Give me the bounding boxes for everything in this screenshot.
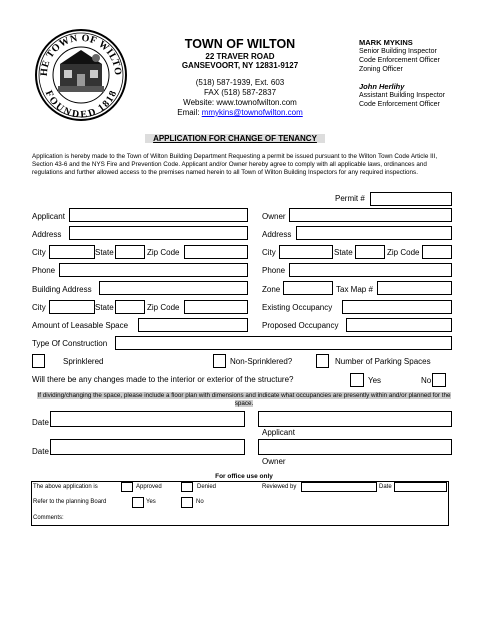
floor-plan-note-text: If dividing/changing the space, please include a floor plan with dimensions and indicate what occupancies are presently within and/or planned for the space. — [37, 392, 451, 407]
applicant-field[interactable] — [69, 208, 248, 222]
owner-zip-field[interactable] — [422, 245, 452, 259]
phone-field[interactable] — [59, 263, 248, 277]
existing-occupancy-field[interactable] — [342, 300, 452, 314]
changes-no-checkbox[interactable] — [432, 373, 446, 387]
zip-label: Zip Code — [147, 248, 180, 257]
official-1-title-2: Code Enforcement Officer — [359, 57, 440, 64]
owner-phone-label: Phone — [262, 266, 286, 275]
zone-label: Zone — [262, 285, 281, 294]
office-planning-no-checkbox[interactable] — [181, 497, 193, 508]
office-planning-no-label: No — [196, 499, 204, 505]
town-title: TOWN OF WILTON — [184, 37, 296, 51]
town-phone: (518) 587-1939, Ext. 603 — [195, 78, 285, 87]
town-seal-logo — [34, 28, 128, 122]
applicant-signature-field[interactable] — [258, 411, 452, 427]
owner-address-field[interactable] — [296, 226, 452, 240]
date-label-2: Date — [32, 447, 49, 456]
changes-yes-label: Yes — [368, 376, 382, 385]
owner-signature-field[interactable] — [258, 439, 452, 455]
applicant-label: Applicant — [32, 212, 65, 221]
office-reviewed-by-field[interactable] — [301, 482, 377, 492]
tax-map-field[interactable] — [377, 281, 452, 295]
town-website: Website: www.townofwilton.com — [183, 98, 297, 107]
building-city-field[interactable] — [49, 300, 95, 314]
office-approved-checkbox[interactable] — [121, 482, 133, 492]
office-date-label: Date — [379, 484, 392, 490]
office-application-is: The above application is — [33, 484, 98, 490]
official-2-name: John Herlihy — [359, 82, 405, 91]
floor-plan-note — [32, 392, 456, 408]
office-denied-checkbox[interactable] — [181, 482, 193, 492]
email-link[interactable]: mmykins@townofwilton.com — [201, 108, 303, 117]
office-denied-label: Denied — [197, 484, 217, 490]
city-field[interactable] — [49, 245, 95, 259]
building-city-label: City — [32, 303, 46, 312]
owner-state-label: State — [334, 248, 353, 257]
permit-field[interactable] — [370, 192, 452, 206]
office-approved-label: Approved — [136, 484, 162, 490]
owner-state-field[interactable] — [355, 245, 385, 259]
intro-paragraph: Application is hereby made to the Town of Wilton Building Department Requesting a permit be issued pursuant to the Wilton Town Code Article III, Section 43-6 and the NYS Fire and Prevention Code. Applicant and/or Owner hereby agree to comply with all applicable laws, ordinances and regulations and further allowed access to the premises named herein to all Town of Wilton Building Inspectors for any required inspections. — [32, 153, 438, 176]
non-sprinklered-checkbox[interactable] — [213, 354, 226, 368]
parking-spaces-label: Number of Parking Spaces — [335, 357, 431, 366]
owner-label: Owner — [262, 212, 286, 221]
proposed-occupancy-field[interactable] — [346, 318, 452, 332]
non-sprinklered-label: Non-Sprinklered? — [230, 357, 293, 366]
applicant-signature-label: Applicant — [262, 428, 295, 437]
office-comments-label: Comments: — [33, 515, 64, 521]
office-use-heading: For office use only — [215, 473, 273, 480]
owner-city-label: City — [262, 248, 276, 257]
town-city: GANSEVOORT, NY 12831-9127 — [181, 61, 299, 70]
changes-question: Will there be any changes made to the interior or exterior of the structure? — [32, 375, 294, 384]
official-1-title-1: Senior Building Inspector — [359, 48, 437, 55]
state-label: State — [95, 248, 114, 257]
permit-label: Permit # — [335, 194, 365, 203]
state-field[interactable] — [115, 245, 145, 259]
zip-field[interactable] — [184, 245, 248, 259]
building-address-label: Building Address — [32, 285, 92, 294]
parking-spaces-field[interactable] — [316, 354, 329, 368]
address-field[interactable] — [69, 226, 248, 240]
changes-yes-checkbox[interactable] — [350, 373, 364, 387]
owner-field[interactable] — [289, 208, 452, 222]
leasable-space-label: Amount of Leasable Space — [32, 321, 129, 330]
town-road: 22 TRAVER ROAD — [205, 52, 275, 61]
email-prefix: Email: — [177, 108, 202, 117]
sprinklered-checkbox[interactable] — [32, 354, 45, 368]
address-label: Address — [32, 230, 62, 239]
town-fax: FAX (518) 587-2837 — [203, 88, 277, 97]
official-2-title-1: Assistant Building Inspector — [359, 92, 445, 99]
town-email-line — [160, 108, 320, 117]
owner-phone-field[interactable] — [289, 263, 452, 277]
date-field-1[interactable] — [50, 411, 245, 427]
office-planning-yes-label: Yes — [146, 499, 156, 505]
owner-signature-label: Owner — [262, 457, 286, 466]
form-title: APPLICATION FOR CHANGE OF TENANCY — [145, 134, 325, 143]
seal-bottom-text: FOUNDED 1818 — [42, 88, 120, 121]
owner-address-label: Address — [262, 230, 292, 239]
phone-label: Phone — [32, 266, 56, 275]
official-1 — [359, 38, 440, 74]
building-zip-label: Zip Code — [147, 303, 180, 312]
sprinklered-label: Sprinklered — [63, 357, 104, 366]
tax-map-label: Tax Map # — [336, 285, 373, 294]
building-zip-field[interactable] — [184, 300, 248, 314]
date-label-1: Date — [32, 418, 49, 427]
official-2 — [359, 82, 445, 109]
existing-occupancy-label: Existing Occupancy — [262, 303, 333, 312]
official-1-title-3: Zoning Officer — [359, 66, 403, 73]
building-address-field[interactable] — [99, 281, 248, 295]
office-reviewed-by-label: Reviewed by — [262, 484, 297, 490]
official-1-name: MARK MYKINS — [359, 38, 413, 47]
date-field-2[interactable] — [50, 439, 245, 455]
owner-city-field[interactable] — [279, 245, 333, 259]
proposed-occupancy-label: Proposed Occupancy — [262, 321, 339, 330]
zone-field[interactable] — [283, 281, 333, 295]
construction-field[interactable] — [115, 336, 452, 350]
construction-label: Type Of Construction — [32, 339, 108, 348]
office-planning-board-label: Refer to the planning Board — [33, 499, 107, 505]
seal-top-text: HE TOWN OF WILTO — [38, 32, 124, 77]
svg-text:FOUNDED 1818 — [43, 89, 120, 121]
official-2-title-2: Code Enforcement Officer — [359, 101, 440, 108]
owner-zip-label: Zip Code — [387, 248, 420, 257]
changes-no-label: No — [421, 376, 432, 385]
leasable-space-field[interactable] — [138, 318, 248, 332]
building-state-label: State — [95, 303, 114, 312]
building-state-field[interactable] — [115, 300, 145, 314]
city-label: City — [32, 248, 46, 257]
office-planning-yes-checkbox[interactable] — [132, 497, 144, 508]
office-date-field[interactable] — [394, 482, 447, 492]
